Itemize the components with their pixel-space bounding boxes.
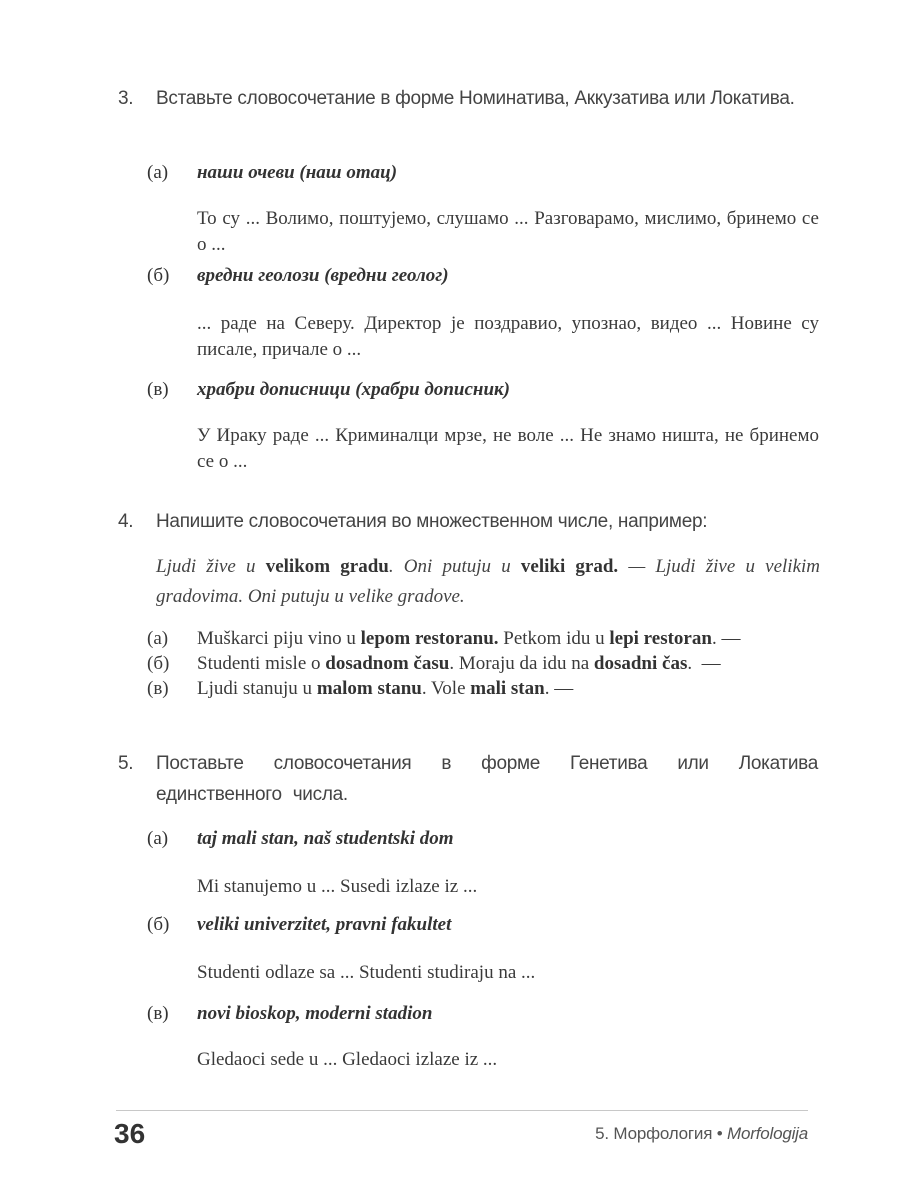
item-text: ... раде на Северу. Директор је поздравио, упознао, видео ... Новине су писале, причале о ...: [197, 313, 819, 360]
item-title: taj mali stan, naš studentski dom: [197, 828, 454, 849]
item-text: Ljudi stanuju u malom stanu. Vole mali stan. —: [197, 678, 574, 699]
exercise-5-item-b: [147, 912, 819, 986]
exercise-4-example: [156, 552, 820, 612]
exercise-4-item-a: [147, 626, 819, 651]
item-letter: (в): [147, 1003, 169, 1024]
exercise-4-item-c: [147, 676, 819, 701]
exercise-number: 3.: [118, 88, 134, 109]
item-title: novi bioskop, moderni stadion: [197, 1003, 433, 1024]
exercise-5-heading: [118, 748, 818, 810]
exercise-4-item-b: [147, 651, 819, 676]
item-text: Muškarci piju vino u lepom restoranu. Petkom idu u lepi restoran. —: [197, 628, 741, 649]
item-text: Studenti odlaze sa ... Studenti studiraju na ...: [197, 962, 536, 983]
item-text: У Ираку раде ... Криминалци мрзе, не воле ... Не знамо ништа, не бринемо се о ...: [197, 425, 819, 472]
exercise-3-item-c: [147, 377, 819, 475]
item-letter: (б): [147, 265, 170, 286]
example-text: — Ljudi žive u velikim gradovima. Oni putuju u velike gradove.: [156, 556, 821, 607]
exercise-number: 5.: [118, 753, 134, 774]
item-text: Studenti misle o dosadnom času. Moraju da idu na dosadni čas. —: [197, 653, 721, 674]
item-title: veliki univerzitet, pravni fakultet: [197, 914, 452, 935]
exercise-4-heading: [118, 506, 818, 537]
running-head: [595, 1124, 808, 1144]
item-title: храбри дописници (храбри дописник): [197, 379, 510, 400]
item-title: вредни геолози (вредни геолог): [197, 265, 449, 286]
item-letter: (а): [147, 628, 169, 649]
footer-divider: [116, 1110, 808, 1111]
exercise-instruction: Поставьте словосочетания в форме Генетива или Локатива единственного числа.: [156, 753, 818, 805]
exercise-instruction: Вставьте словосочетание в форме Номинатива, Аккузатива или Локатива.: [156, 88, 795, 109]
exercise-number: 4.: [118, 511, 134, 532]
page-number: 36: [114, 1118, 146, 1149]
item-letter: (в): [147, 379, 169, 400]
exercise-3-heading: [118, 83, 818, 114]
chapter-title: 5. Морфология: [595, 1124, 713, 1143]
separator-bullet: •: [712, 1124, 728, 1143]
example-bold: veliki grad.: [520, 556, 619, 577]
example-text: . Oni putuju u: [388, 556, 521, 577]
item-letter: (б): [147, 653, 170, 674]
item-letter: (а): [147, 828, 169, 849]
item-letter: (б): [147, 914, 170, 935]
item-title: наши очеви (наш отац): [197, 162, 398, 183]
item-letter: (а): [147, 162, 169, 183]
example-text: Ljudi žive u: [156, 556, 266, 577]
exercise-5-item-a: [147, 826, 819, 900]
item-letter: (в): [147, 678, 169, 699]
chapter-title-latin: Morfologija: [727, 1124, 808, 1143]
example-bold: velikom gradu: [265, 556, 389, 577]
exercise-3-item-b: [147, 263, 819, 363]
exercise-5-item-c: [147, 1001, 819, 1073]
item-text: Mi stanujemo u ... Susedi izlaze iz ...: [197, 876, 478, 897]
exercise-3-item-a: [147, 160, 819, 258]
item-text: То су ... Волимо, поштујемо, слушамо ... Разговарамо, мислимо, бринемо се о ...: [197, 208, 819, 255]
item-text: Gledaoci sede u ... Gledaoci izlaze iz ...: [197, 1049, 498, 1070]
exercise-instruction: Напишите словосочетания во множественном числе, например:: [156, 511, 708, 532]
